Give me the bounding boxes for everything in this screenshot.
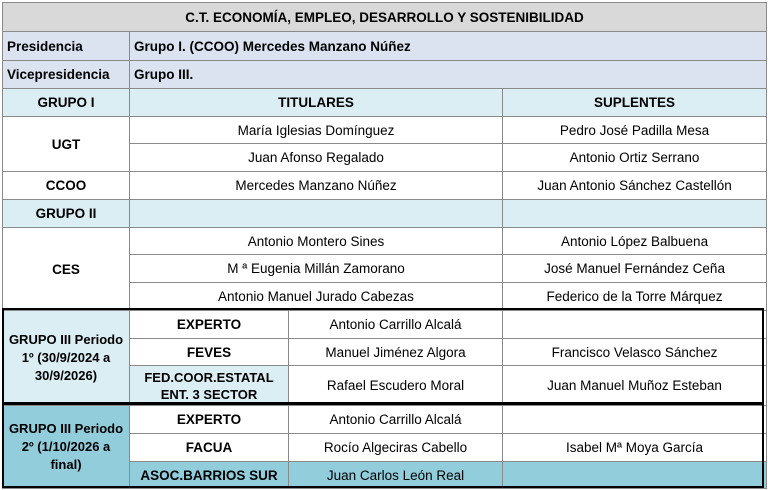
grupo2-empty-cell [130,200,503,228]
org-cell: ASOC.BARRIOS SUR [130,462,289,489]
vicepresidencia-label: Vicepresidencia [3,61,130,89]
org-cell: FEVES [130,339,289,366]
grupo2-label: GRUPO II [3,200,130,228]
titular-cell: Manuel Jiménez Algora [289,339,503,366]
table-row [3,228,767,255]
ugt-label: UGT [3,117,130,172]
ccoo-label: CCOO [3,172,130,200]
vicepresidencia-value: Grupo III. [130,61,767,89]
suplente-cell: Juan Antonio Sánchez Castellón [503,172,767,200]
titular-cell: Antonio Carrillo Alcalá [289,406,503,434]
suplente-cell [503,311,767,339]
suplente-cell: José Manuel Fernández Ceña [503,255,767,283]
titular-cell: Juan Afonso Regalado [130,144,503,172]
suplente-cell [503,406,767,434]
titulares-header: TITULARES [130,89,503,117]
table-row [3,172,767,200]
grupo3-periodo1-label: GRUPO III Periodo 1º (30/9/2024 a 30/9/2026) [3,311,130,406]
titular-cell: Juan Carlos León Real [289,462,503,489]
org-cell: EXPERTO [130,406,289,434]
grupo1-label: GRUPO I [3,89,130,117]
presidencia-label: Presidencia [3,32,130,61]
grupo2-header-row [3,200,767,228]
titular-cell: Antonio Carrillo Alcalá [289,311,503,339]
table-row [3,311,767,339]
suplente-cell: Pedro José Padilla Mesa [503,117,767,144]
table-title: C.T. ECONOMÍA, EMPLEO, DESARROLLO Y SOSTENIBILIDAD [3,3,767,32]
grupo1-header-row [3,89,767,117]
ces-label: CES [3,228,130,311]
presidencia-row [3,32,767,61]
suplente-cell: Federico de la Torre Márquez [503,283,767,311]
titular-cell: M ª Eugenia Millán Zamorano [130,255,503,283]
grupo3-periodo2-label: GRUPO III Periodo 2º (1/10/2026 a final) [3,406,130,489]
titular-cell: María Iglesias Domínguez [130,117,503,144]
titular-cell: Rafael Escudero Moral [289,366,503,406]
suplente-cell [503,462,767,489]
titular-cell: Mercedes Manzano Núñez [130,172,503,200]
suplente-cell: Francisco Velasco Sánchez [503,339,767,366]
table-row [3,406,767,434]
suplente-cell: Antonio Ortiz Serrano [503,144,767,172]
commission-table [2,2,767,489]
grupo2-empty-cell [503,200,767,228]
titular-cell: Rocío Algeciras Cabello [289,434,503,462]
vicepresidencia-row [3,61,767,89]
table-row [3,117,767,144]
org-cell: FACUA [130,434,289,462]
titular-cell: Antonio Manuel Jurado Cabezas [130,283,503,311]
suplente-cell: Juan Manuel Muñoz Esteban [503,366,767,406]
suplentes-header: SUPLENTES [503,89,767,117]
org-cell: FED.COOR.ESTATAL ENT. 3 SECTOR [130,366,289,406]
org-cell: EXPERTO [130,311,289,339]
titular-cell: Antonio Montero Sines [130,228,503,255]
presidencia-value: Grupo I. (CCOO) Mercedes Manzano Núñez [130,32,767,61]
suplente-cell: Antonio López Balbuena [503,228,767,255]
suplente-cell: Isabel Mª Moya García [503,434,767,462]
